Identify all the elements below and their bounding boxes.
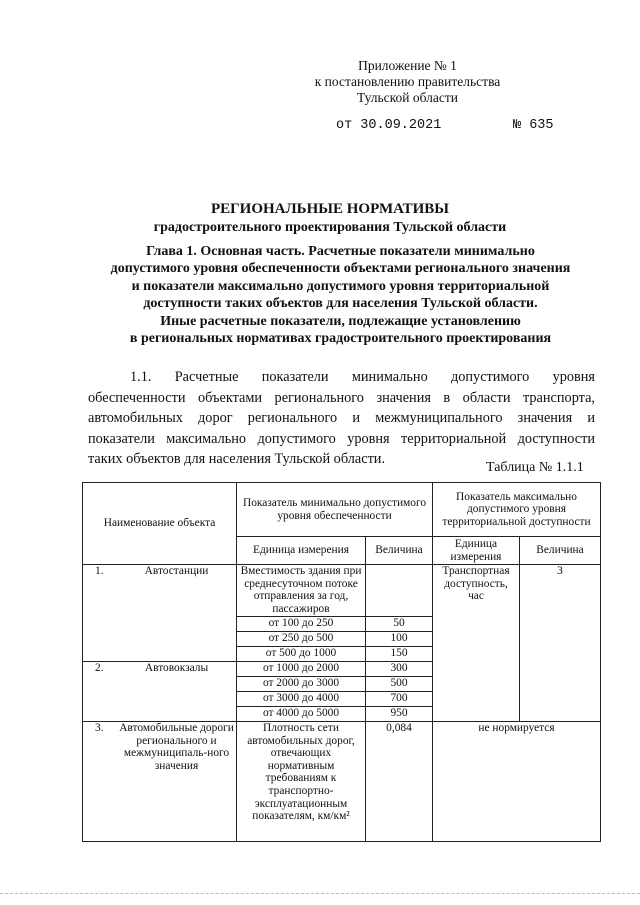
header-min-group: Показатель минимально допустимого уровня обеспеченности <box>237 483 433 537</box>
header-object: Наименование объекта <box>83 483 237 565</box>
row-number: 1. <box>95 565 104 577</box>
object-cell <box>83 722 237 842</box>
table-header-row <box>83 483 601 537</box>
max-unit-cell: Транспортная доступность, час <box>433 565 520 722</box>
paragraph-line: автомобильных дорог регионального и межмуниципального значения и <box>88 410 595 426</box>
document-title: РЕГИОНАЛЬНЫЕ НОРМАТИВЫ <box>210 201 450 217</box>
chapter-line: в региональных нормативах градостроительного проектирования <box>129 331 552 347</box>
row-number: 3. <box>95 722 104 734</box>
decree-date: от 30.09.2021 <box>336 118 442 133</box>
paragraph-line: таких объектов для населения Тульской области. <box>88 451 386 467</box>
object-name: Автостанции <box>144 565 209 577</box>
chapter-line: Глава 1. Основная часть. Расчетные показатели минимально <box>146 244 535 259</box>
range-cell: от 2000 до 3000 <box>237 677 366 692</box>
range-cell: от 100 до 250 <box>237 617 366 632</box>
object-name: Автомобильные дороги регионального и межмуниципаль-ного значения <box>119 722 234 772</box>
decree-number: № 635 <box>513 118 554 133</box>
range-cell: от 500 до 1000 <box>237 647 366 662</box>
value-cell: 150 <box>366 647 433 662</box>
table-row <box>83 722 601 842</box>
paragraph-line: показатели максимально допустимого уровня территориальной доступности <box>88 430 595 447</box>
header-value-2: Величина <box>520 537 601 565</box>
norms-table <box>82 482 601 842</box>
range-cell: от 3000 до 4000 <box>237 692 366 707</box>
header-value: Величина <box>366 537 433 565</box>
range-cell: от 1000 до 2000 <box>237 662 366 677</box>
object-name: Автовокзалы <box>144 662 209 674</box>
table-row <box>83 565 601 617</box>
appendix-line: к постановлению правительства <box>314 74 501 89</box>
range-cell: от 4000 до 5000 <box>237 707 366 722</box>
object-cell <box>83 565 237 662</box>
document-subtitle: градостроительного проектирования Тульской области <box>153 220 507 235</box>
chapter-heading <box>78 243 603 347</box>
chapter-line: допустимого уровня обеспеченности объектами регионального значения <box>110 261 571 277</box>
header-max-group: Показатель максимально допустимого уровня территориальной доступности <box>433 483 601 537</box>
appendix-line: Тульской области <box>357 90 458 105</box>
row-number: 2. <box>95 662 104 674</box>
value-cell: 500 <box>366 677 433 692</box>
unit-cell: Плотность сети автомобильных дорог, отвечающих нормативным требованиям к транспортно-эксплуатационным показателям, км/км² <box>237 722 366 842</box>
chapter-line: Иные расчетные показатели, подлежащие установлению <box>160 313 521 329</box>
chapter-line: и показатели максимально допустимого уровня территориальной <box>131 278 550 294</box>
value-cell: 50 <box>366 617 433 632</box>
header-unit: Единица измерения <box>237 537 366 565</box>
body-paragraph <box>88 367 595 470</box>
max-cell: не нормируется <box>433 722 601 842</box>
paragraph-line: 1.1. Расчетные показатели минимально допустимого уровня <box>130 369 595 385</box>
value-cell: 700 <box>366 692 433 707</box>
value-cell: 950 <box>366 707 433 722</box>
appendix-line: Приложение № 1 <box>358 58 457 73</box>
range-cell: от 250 до 500 <box>237 632 366 647</box>
value-cell: 100 <box>366 632 433 647</box>
max-value-cell: 3 <box>520 565 601 722</box>
unit-cell: Вместимость здания при среднесуточном потоке отправления за год, пассажиров <box>237 565 366 617</box>
appendix-block <box>300 58 515 106</box>
table-caption: Таблица № 1.1.1 <box>486 460 584 475</box>
paragraph-line: обеспеченности объектами регионального значения в области транспорта, <box>88 389 595 406</box>
header-unit-2: Единица измерения <box>433 537 520 565</box>
page-edge-divider <box>0 893 640 896</box>
chapter-line: доступности таких объектов для населения Тульской области. <box>143 296 538 312</box>
value-cell: 0,084 <box>366 722 433 842</box>
object-cell <box>83 662 237 722</box>
value-cell: 300 <box>366 662 433 677</box>
value-cell <box>366 565 433 617</box>
